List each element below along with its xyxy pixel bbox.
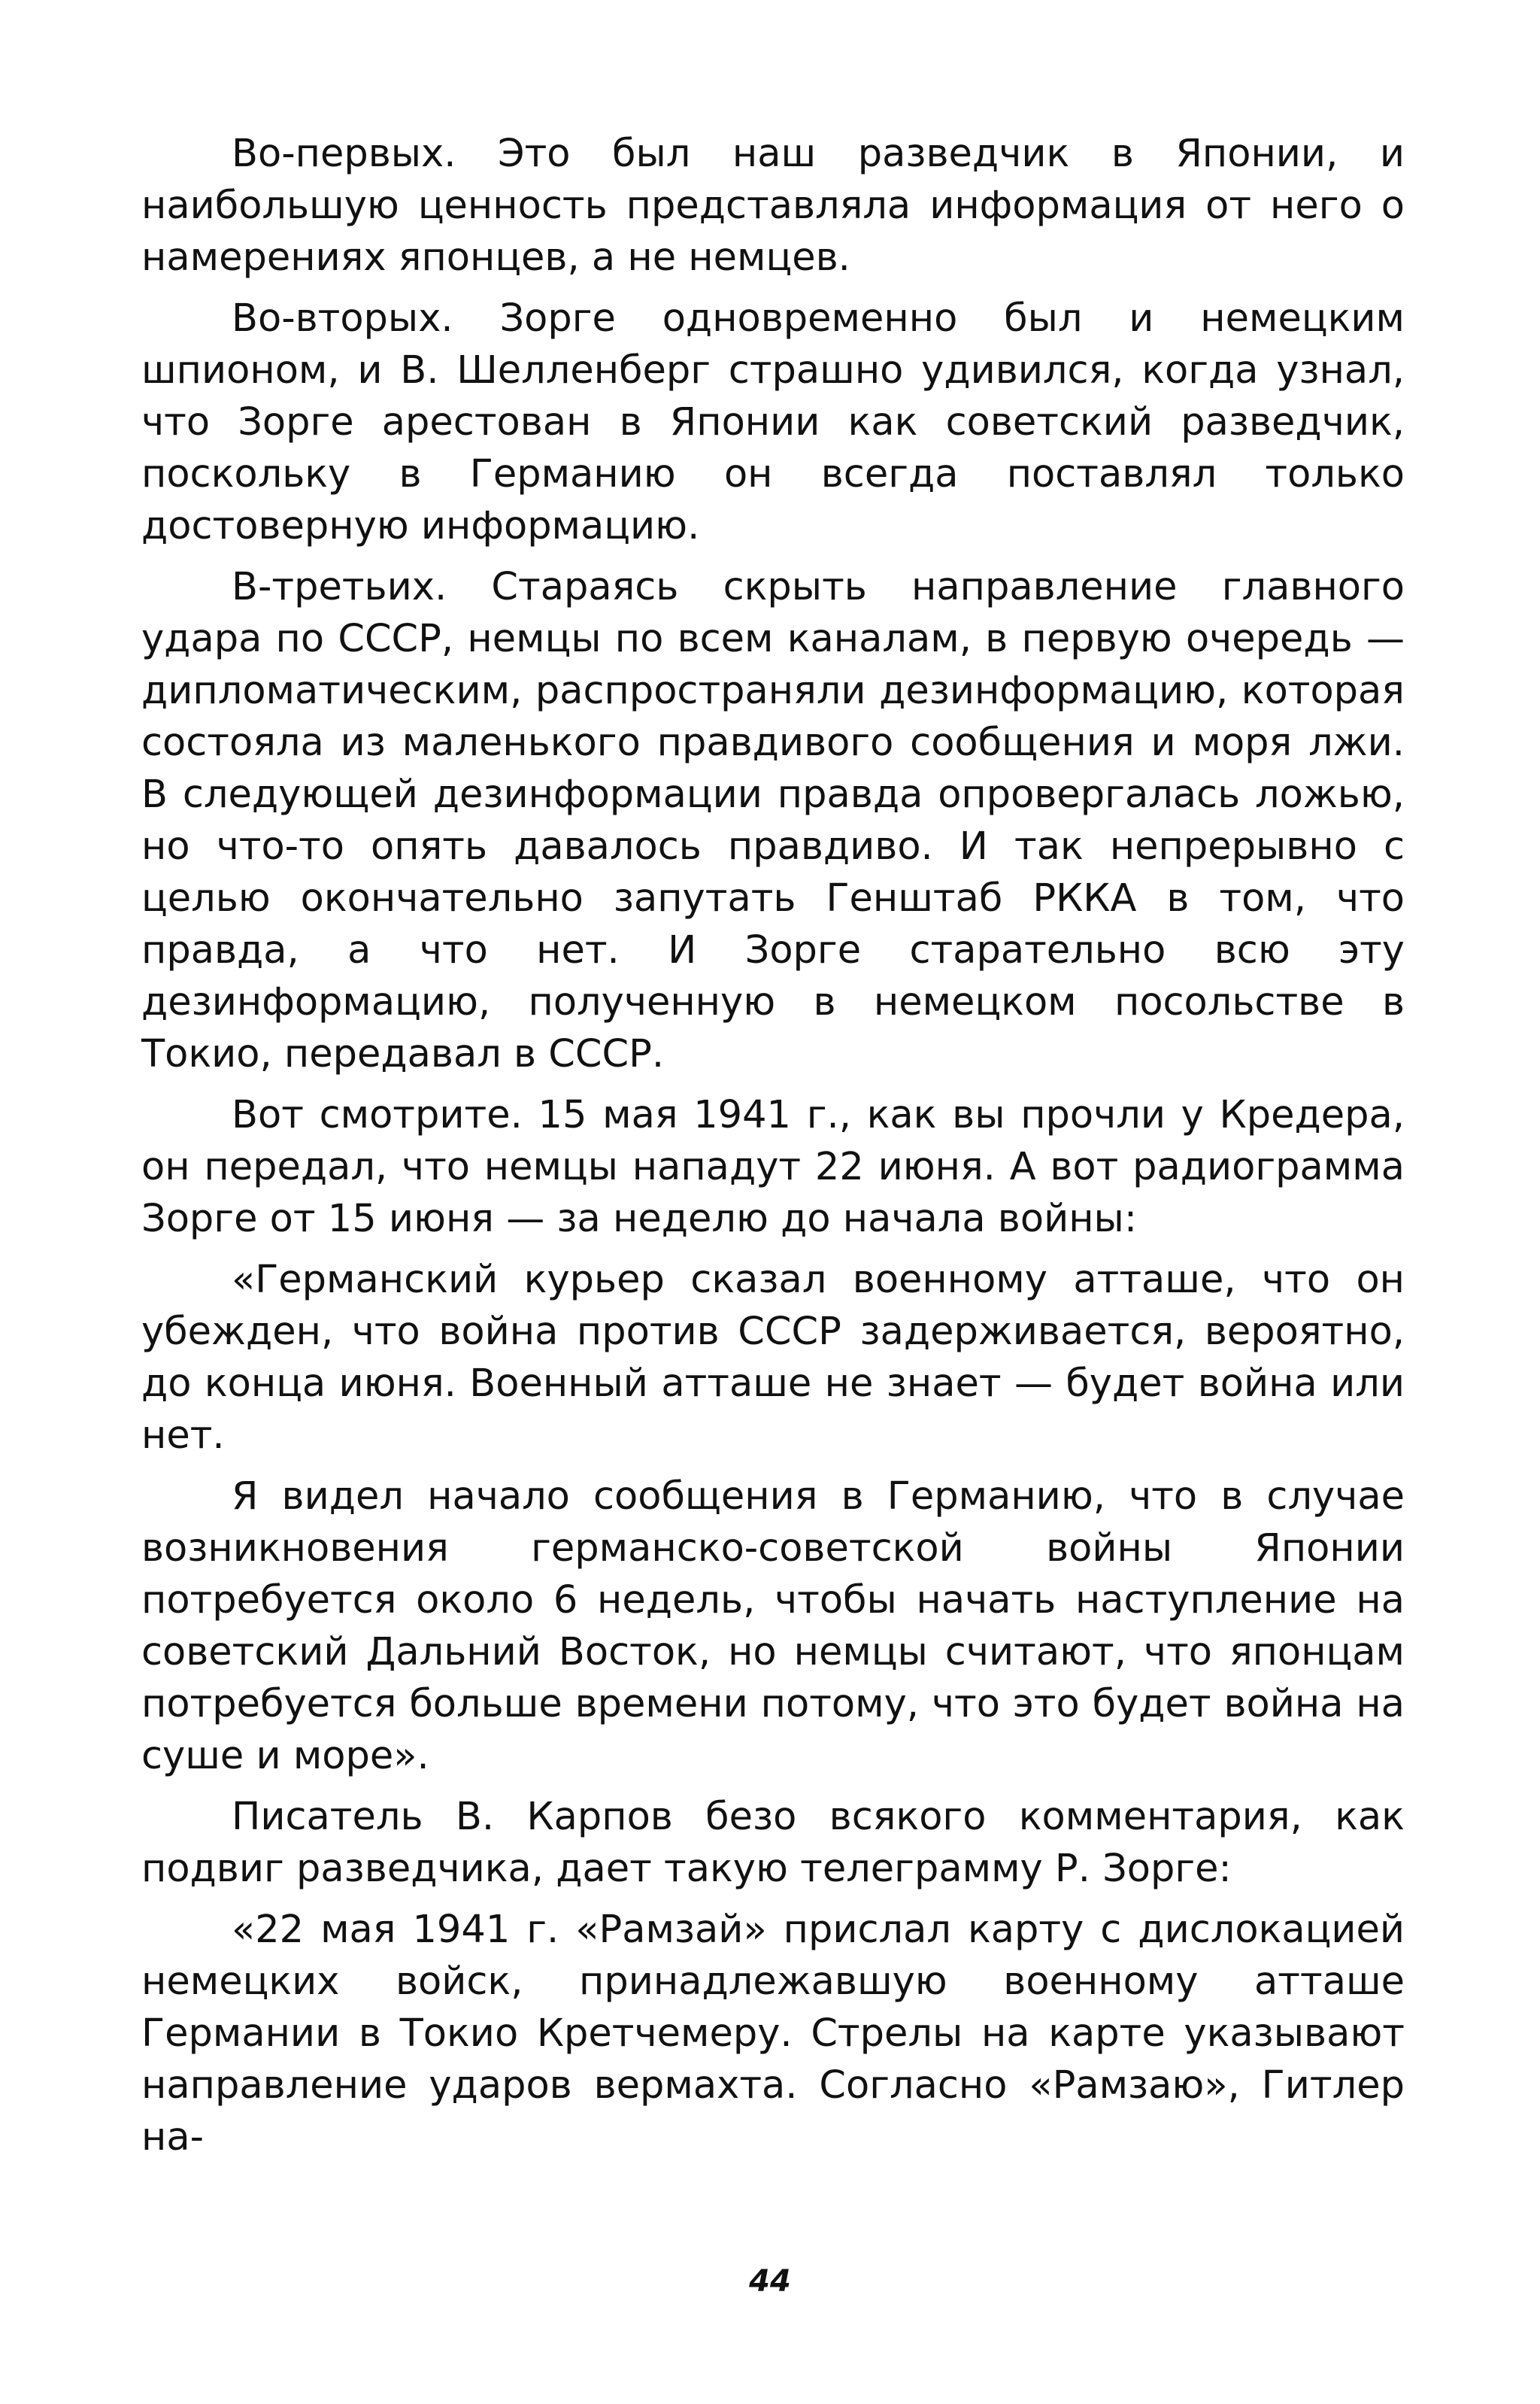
paragraph-1: Во-первых. Это был наш разведчик в Японии, и наибольшую ценность представляла информация от него о намерениях японцев, а не немцев.	[141, 132, 1405, 280]
paragraph-5: «Германский курьер сказал военному атташе, что он убежден, что война против СССР задерживается, вероятно, до конца июня. Военный атташе не знает — будет война или нет.	[141, 1258, 1405, 1458]
page-number: 44	[749, 2264, 791, 2299]
paragraph-8: «22 мая 1941 г. «Рамзай» прислал карту с дислокацией немецких войск, принадлежавшую военному атташе Германии в Токио Кретчемеру. Стрелы на карте указывают направление ударов вермахта. Согласно «Рамзаю», Гитлер на-	[141, 1908, 1405, 2160]
paragraph-6: Я видел начало сообщения в Германию, что в случае возникновения германско-советской войны Японии потребуется около 6 недель, чтобы начать наступление на советский Дальний Восток, но немцы считают, что японцам потребуется больше времени потому, что это будет война на суше и море».	[141, 1474, 1405, 1778]
paragraph-4: Вот смотрите. 15 мая 1941 г., как вы прочли у Кредера, он передал, что немцы нападут 22 июня. А вот радиограмма Зорге от 15 июня — за неделю до начала войны:	[141, 1093, 1405, 1241]
paragraph-2: Во-вторых. Зорге одновременно был и немецким шпионом, и В. Шелленберг страшно удивился, когда узнал, что Зорге арестован в Японии как советский разведчик, поскольку в Германию он всегда поставлял только достоверную информацию.	[141, 296, 1405, 548]
paragraph-7: Писатель В. Карпов безо всякого комментария, как подвиг разведчика, дает такую телеграмму Р. Зорге:	[141, 1795, 1405, 1891]
page-body	[141, 128, 1405, 2172]
paragraph-3: В-третьих. Стараясь скрыть направление главного удара по СССР, немцы по всем каналам, в первую очередь — дипломатическим, распространяли дезинформацию, которая состояла из маленького правдивого сообщения и моря лжи. В следующей дезинформации правда опровергалась ложью, но что-то опять давалось правдиво. И так непрерывно с целью окончательно запутать Генштаб РККА в том, что правда, а что нет. И Зорге старательно всю эту дезинформацию, полученную в немецком посольстве в Токио, передавал в СССР.	[141, 565, 1405, 1076]
